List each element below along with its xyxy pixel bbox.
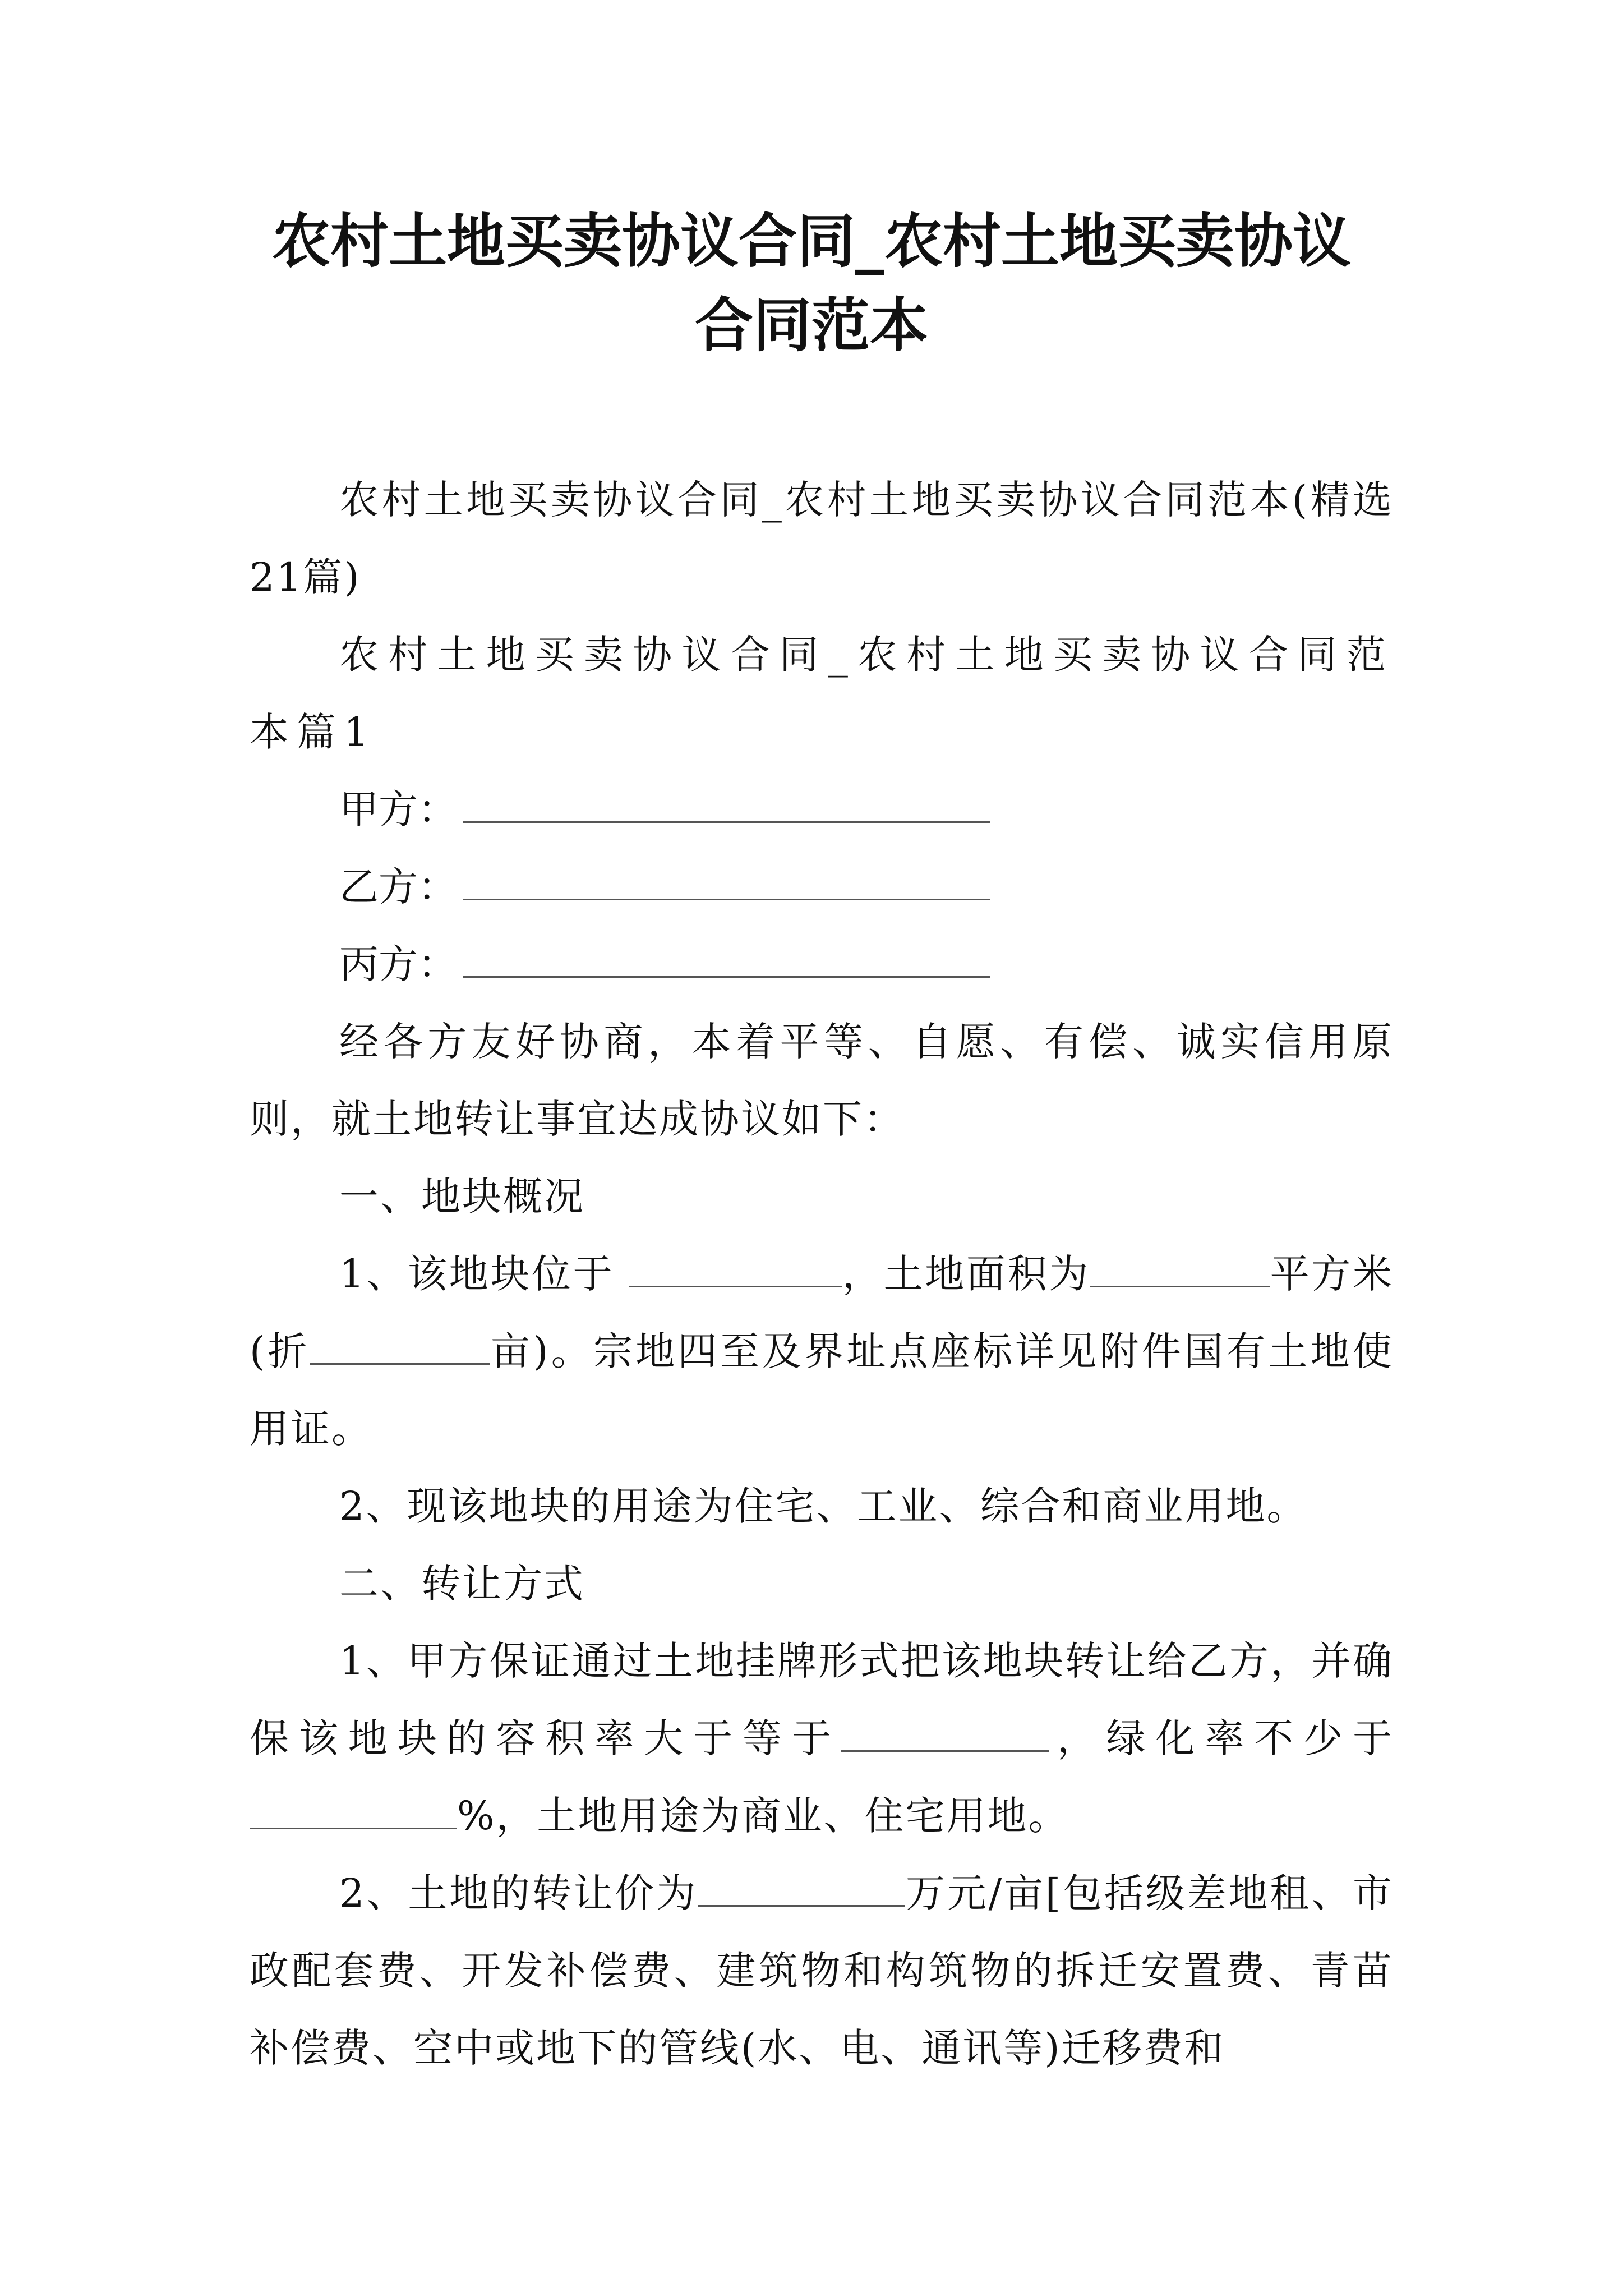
party-b-label: 乙方： — [339, 864, 457, 910]
heading-land-overview: 一、地块概况 — [339, 1174, 585, 1220]
party-c-line — [250, 926, 1394, 1003]
item-2-2-part-b: 万元/亩[包括级差地租、市政配套费、开发补偿费、建筑物和构筑物的拆迁安置费、青苗补偿费、空中或地下的管线(水、电、通讯等)迁移费和 — [250, 1870, 1394, 2071]
party-a-label: 甲方： — [339, 786, 457, 832]
document-body — [250, 461, 1394, 2087]
party-a-blank — [463, 788, 990, 823]
party-c-blank — [463, 942, 990, 978]
heading-transfer-method: 二、转让方式 — [339, 1561, 585, 1607]
item-2-1-part-c: %，土地用途为商业、住宅用地。 — [457, 1793, 1069, 1839]
plot-ratio-blank — [841, 1717, 1049, 1752]
item-1-1-part-d: 亩)。宗地四至及界址点座标详见附件国有土地使用证。 — [250, 1328, 1394, 1452]
location-blank — [629, 1252, 842, 1287]
green-rate-blank — [250, 1794, 457, 1829]
item-1-1-part-a: 1、该地块位于 — [339, 1251, 629, 1297]
document-title — [213, 199, 1410, 367]
intro-paragraph: 农村土地买卖协议合同_农村土地买卖协议合同范本(精选21篇) — [250, 477, 1394, 600]
title-line-2: 合同范本 — [694, 291, 928, 360]
item-1-1 — [250, 1235, 1394, 1467]
title-line-1: 农村土地买卖协议合同_农村土地买卖协议 — [271, 206, 1351, 275]
item-1-2: 2、现该地块的用途为住宅、工业、综合和商业用地。 — [339, 1483, 1308, 1529]
party-b-line — [250, 848, 1394, 926]
item-1-1-part-c: 平方米(折 — [250, 1251, 1394, 1374]
item-2-1 — [250, 1622, 1394, 1855]
item-2-1-part-b: ，绿化率不少于 — [1048, 1715, 1394, 1761]
item-1-1-part-b: ，土地面积为 — [842, 1251, 1090, 1297]
section-heading: 农村土地买卖协议合同_农村土地买卖协议合同范本篇1 — [250, 632, 1394, 755]
item-2-1-part-a: 1、甲方保证通过土地挂牌形式把该地块转让给乙方，并确保该地块的容积率大于等于 — [250, 1638, 1394, 1761]
item-2-2-part-a: 2、土地的转让价为 — [339, 1870, 698, 1916]
item-2-2 — [250, 1855, 1394, 2087]
price-blank — [698, 1871, 905, 1907]
mu-blank — [310, 1329, 490, 1365]
preamble-paragraph: 经各方友好协商，本着平等、自愿、有偿、诚实信用原则，就土地转让事宜达成协议如下： — [250, 1019, 1394, 1142]
area-blank — [1090, 1252, 1270, 1287]
party-a-line — [250, 771, 1394, 848]
party-b-blank — [463, 865, 990, 900]
party-c-label: 丙方： — [339, 941, 457, 987]
